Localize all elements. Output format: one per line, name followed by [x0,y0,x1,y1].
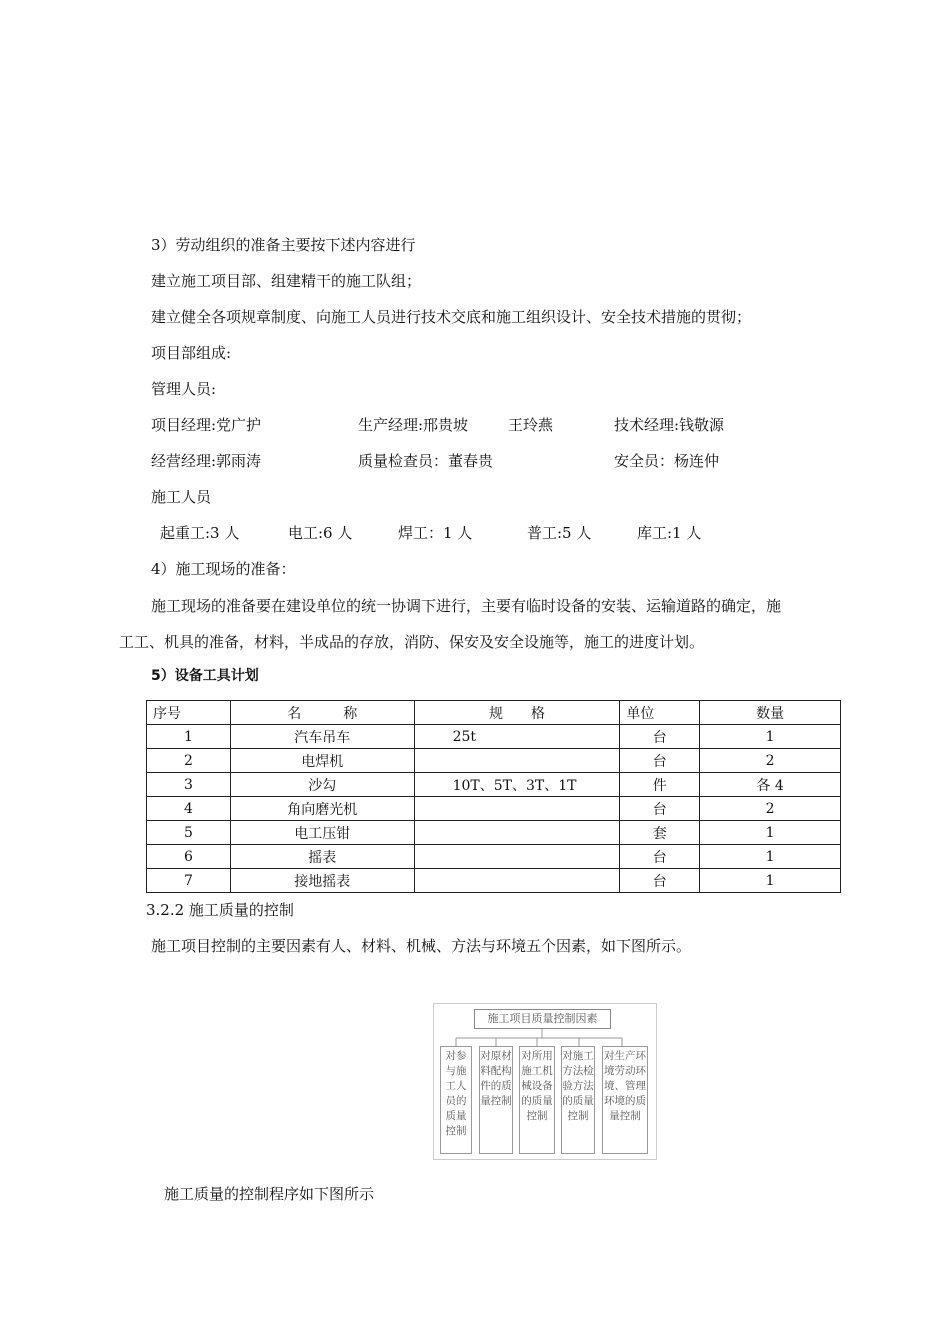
cell-spec [414,845,620,869]
header-qty: 数量 [700,701,841,725]
cell-name: 接地摇表 [230,869,414,893]
cell-spec [414,869,620,893]
text-line: 建立施工项目部、组建精干的施工队组； [151,272,422,290]
production-manager: 生产经理:邢贵坡 [358,416,469,434]
cell-unit: 台 [620,725,700,749]
cell-index: 5 [147,821,231,845]
cell-qty: 1 [700,845,841,869]
cell-spec [414,749,620,773]
worker-item: 焊工：1 人 [398,524,473,542]
cell-unit: 件 [620,773,700,797]
cell-spec: 25t [414,725,620,749]
text-line: 项目部组成: [151,344,232,362]
table-row [147,845,841,869]
header-name: 名 称 [230,701,414,725]
table-row [147,773,841,797]
cell-qty: 1 [700,869,841,893]
cell-name: 沙勾 [230,773,414,797]
header-unit: 单位 [620,701,700,725]
cell-unit: 台 [620,797,700,821]
section4-para-line2: 工工、机具的准备，材料，半成品的存放，消防、保安及安全设施等，施工的进度计划。 [119,633,705,651]
cell-unit: 台 [620,845,700,869]
cell-index: 2 [147,749,231,773]
cell-qty: 1 [700,725,841,749]
quality-inspector: 质量检查员：董春贵 [358,452,494,470]
section322-para: 施工项目控制的主要因素有人、材料、机械、方法与环境五个因素，如下图所示。 [151,937,692,955]
worker-item: 起重工:3 人 [160,524,240,542]
production-manager-2: 王玲燕 [508,416,554,434]
table-row [147,725,841,749]
workers-label: 施工人员 [151,488,212,506]
cell-name: 电工压钳 [230,821,414,845]
worker-item: 电工:6 人 [288,524,353,542]
text-line: 建立健全各项规章制度、向施工人员进行技术交底和施工组织设计、安全技术措施的贯彻； [151,308,752,326]
cell-name: 角向磨光机 [230,797,414,821]
project-manager: 项目经理:党广护 [151,416,262,434]
header-index: 序号 [147,701,231,725]
section322-heading: 3.2.2 施工质量的控制 [146,901,294,919]
cell-index: 3 [147,773,231,797]
business-manager: 经营经理:郭雨涛 [151,452,262,470]
cell-qty: 2 [700,749,841,773]
cell-spec [414,797,620,821]
diagram-box-machinery: 对所用施工机械设备的质量控制 [519,1046,555,1154]
cell-unit: 台 [620,749,700,773]
header-spec: 规 格 [414,701,620,725]
cell-spec: 10T、5T、3T、1T [414,773,620,797]
diagram-box-materials: 对原材料配构件的质量控制 [479,1046,513,1154]
cell-name: 汽车吊车 [230,725,414,749]
table-header-row [147,701,841,725]
text-line: 管理人员: [151,380,217,398]
cell-qty: 1 [700,821,841,845]
cell-name: 电焊机 [230,749,414,773]
cell-unit: 台 [620,869,700,893]
cell-qty: 2 [700,797,841,821]
diagram-box-methods: 对施工方法检验方法的质量控制 [561,1046,595,1154]
section5-heading: 5）设备工具计划 [151,668,259,684]
safety-officer: 安全员：杨连仲 [614,452,720,470]
cell-qty: 各 4 [700,773,841,797]
cell-index: 6 [147,845,231,869]
section3-heading: 3）劳动组织的准备主要按下述内容进行 [151,236,416,254]
table-row [147,869,841,893]
worker-item: 库工:1 人 [637,524,702,542]
cell-unit: 套 [620,821,700,845]
table-row [147,749,841,773]
cell-spec [414,821,620,845]
technical-manager: 技术经理:钱敬源 [614,416,725,434]
cell-index: 4 [147,797,231,821]
diagram-root: 施工项目质量控制因素 [474,1009,611,1029]
diagram-box-environment: 对生产环境劳动环境、管理环境的质量控制 [602,1046,648,1154]
table-row [147,821,841,845]
cell-name: 摇表 [230,845,414,869]
cell-index: 7 [147,869,231,893]
section4-para-line1: 施工现场的准备要在建设单位的统一协调下进行，主要有临时设备的安装、运输道路的确定，施 [151,597,782,615]
equipment-table [146,700,841,893]
table-row [147,797,841,821]
worker-item: 普工:5 人 [527,524,592,542]
quality-factor-diagram [433,1003,657,1160]
section322-footer: 施工质量的控制程序如下图所示 [164,1185,375,1203]
diagram-box-personnel: 对参与施工人员的质量控制 [440,1046,472,1154]
cell-index: 1 [147,725,231,749]
section4-heading: 4）施工现场的准备： [151,560,296,578]
